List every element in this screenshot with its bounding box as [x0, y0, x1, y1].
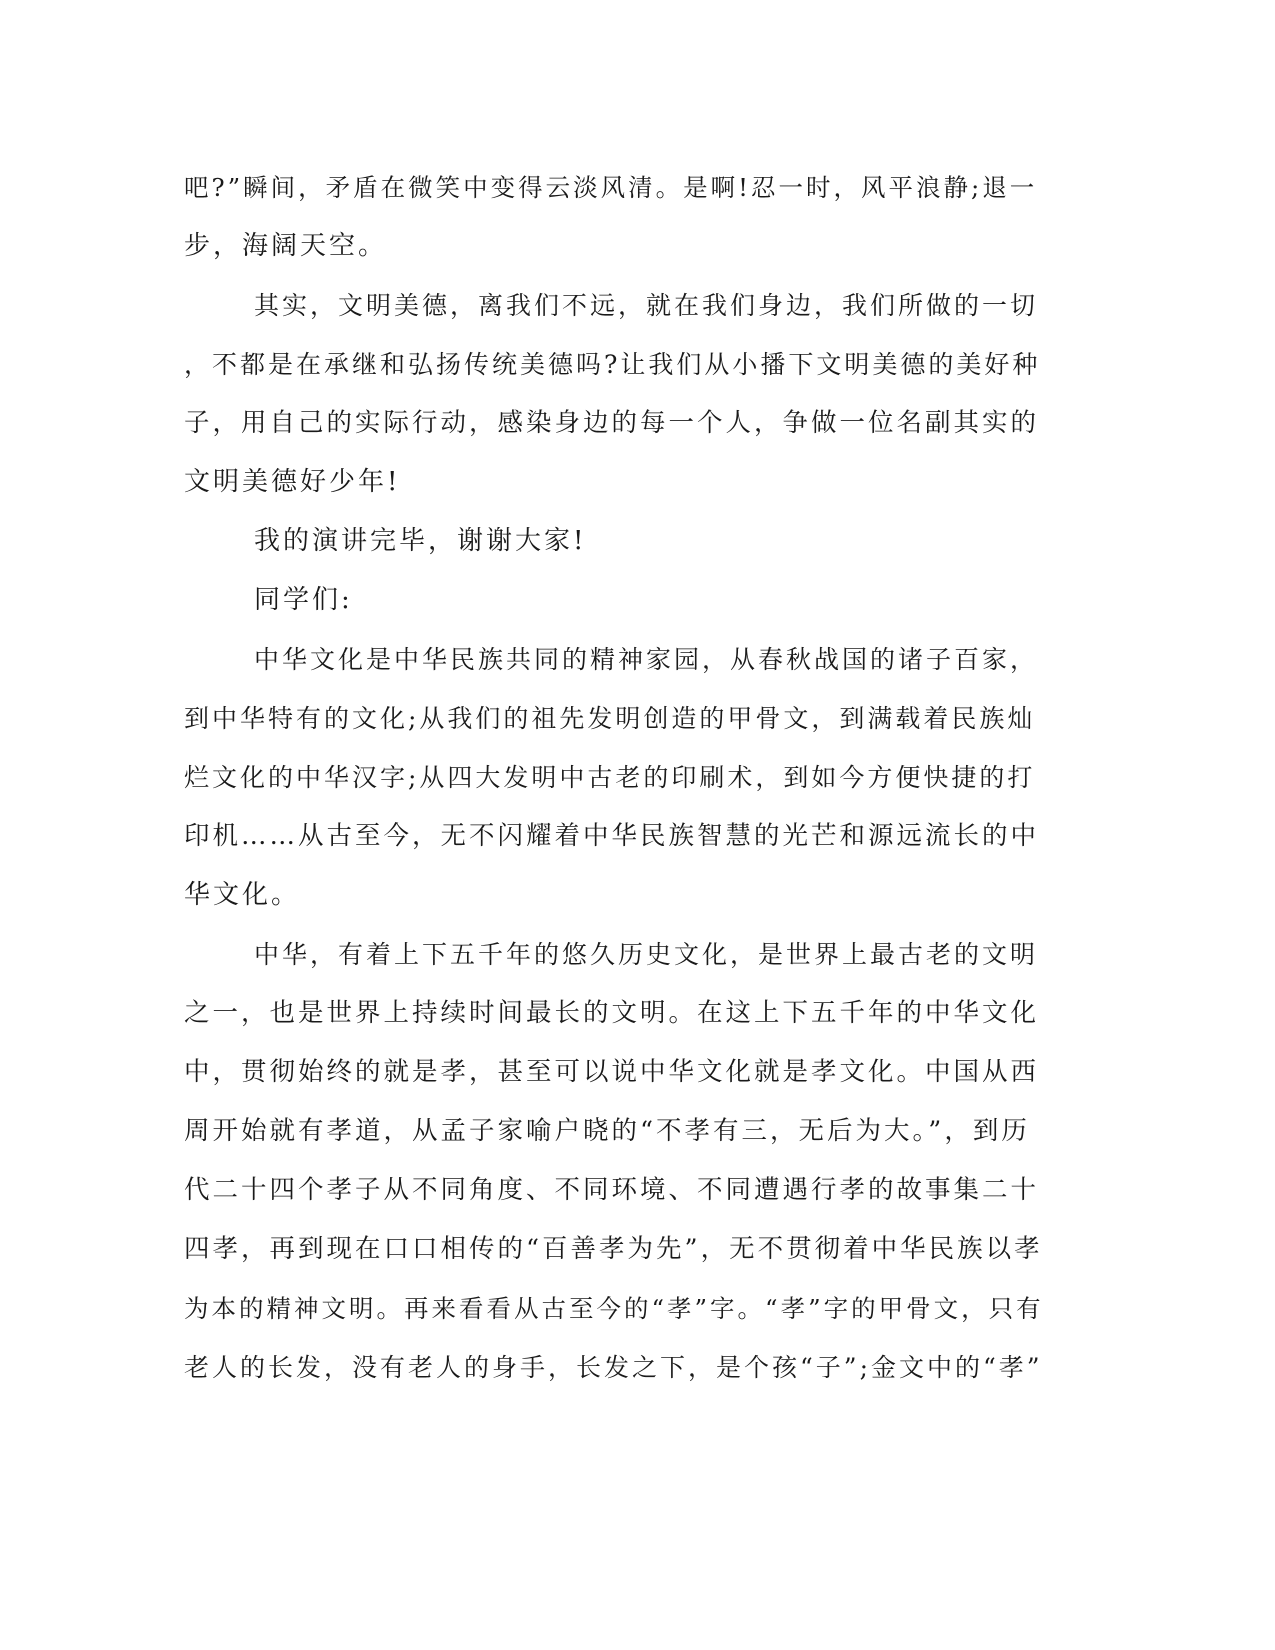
- text-line: 四孝，再到现在口口相传的“百善孝为先”，无不贯彻着中华民族以孝: [184, 1234, 1043, 1264]
- text-line: 步，海阔天空。: [184, 231, 388, 261]
- text-line: 中华，有着上下五千年的悠久历史文化，是世界上最古老的文明: [254, 940, 1039, 969]
- text-line: 中华文化是中华民族共同的精神家园，从春秋战国的诸子百家，: [254, 645, 1039, 674]
- text-line: 到中华特有的文化;从我们的祖先发明创造的甲骨文，到满载着民族灿: [184, 704, 1036, 733]
- text-line: 华文化。: [184, 880, 301, 910]
- text-line: 同学们:: [254, 585, 353, 615]
- text-line: 子，用自己的实际行动，感染身边的每一个人，争做一位名副其实的: [184, 408, 1040, 438]
- text-line: 周开始就有孝道，从孟子家喻户晓的“不孝有三，无后为大。”，到历: [184, 1116, 1030, 1146]
- text-line: 吧?”瞬间，矛盾在微笑中变得云淡风清。是啊!忍一时，风平浪静;退一: [184, 173, 1038, 202]
- text-line: 老人的长发，没有老人的身手，长发之下，是个孩“子”;金文中的“孝”: [184, 1353, 1043, 1382]
- body-text: [184, 158, 1044, 1397]
- text-line: 其实，文明美德，离我们不远，就在我们身边，我们所做的一切: [254, 291, 1039, 320]
- text-line: 烂文化的中华汉字;从四大发明中古老的印刷术，到如今方便快捷的打: [184, 763, 1036, 792]
- text-line: 我的演讲完毕，谢谢大家!: [254, 526, 587, 556]
- text-line: 代二十四个孝子从不同角度、不同环境、不同遭遇行孝的故事集二十: [184, 1175, 1040, 1205]
- text-line: 文明美德好少年!: [184, 467, 401, 497]
- text-line: 之一，也是世界上持续时间最长的文明。在这上下五千年的中华文化: [184, 998, 1040, 1028]
- text-line: ，不都是在承继和弘扬传统美德吗?让我们从小播下文明美德的美好种: [184, 350, 1041, 379]
- text-line: 为本的精神文明。再来看看从古至今的“孝”字。“孝”字的甲骨文，只有: [184, 1294, 1044, 1323]
- text-line: 印机……从古至今，无不闪耀着中华民族智慧的光芒和源远流长的中: [184, 821, 1040, 851]
- text-line: 中，贯彻始终的就是孝，甚至可以说中华文化就是孝文化。中国从西: [184, 1057, 1040, 1087]
